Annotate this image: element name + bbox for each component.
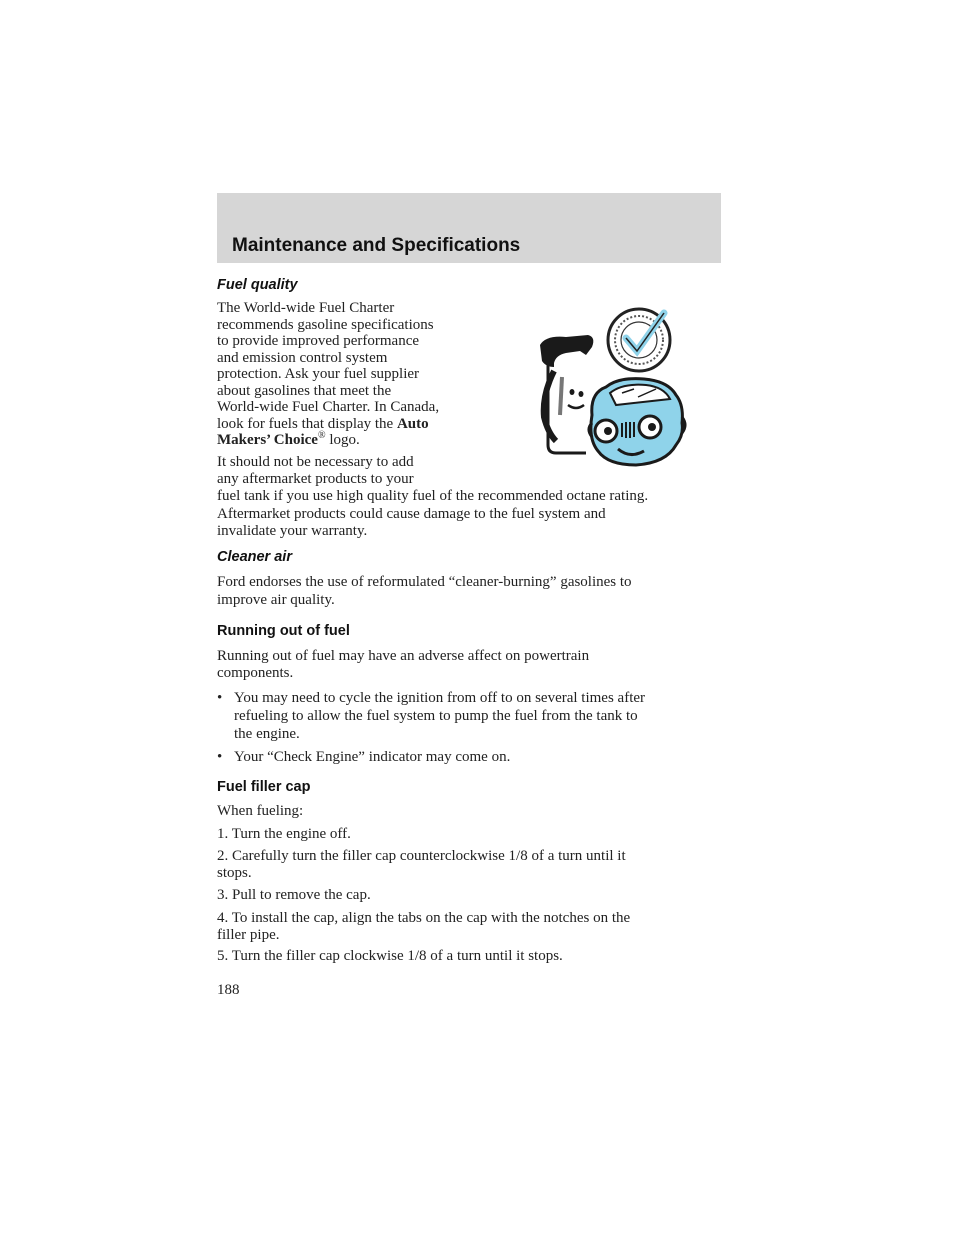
text-line: to provide improved performance (217, 333, 420, 349)
text-line: The World-wide Fuel Charter (217, 300, 395, 316)
bullet-marker: • (217, 690, 223, 706)
bullet-item (217, 749, 721, 766)
bold-text: Makers’ Choice (217, 432, 318, 448)
text-line: components. (217, 664, 294, 681)
text-line: World-wide Fuel Charter. In Canada, (217, 399, 440, 415)
filler-cap-intro: When fueling: (217, 803, 304, 819)
text-line: 2. Carefully turn the filler cap counterclockwise 1/8 of a turn until it (217, 848, 626, 864)
step-1: 1. Turn the engine off. (217, 826, 351, 842)
step-4 (217, 910, 721, 943)
heading-cleaner-air: Cleaner air (217, 549, 292, 565)
text-span: logo. (325, 432, 360, 448)
bullet-item (217, 689, 721, 743)
step-2 (217, 848, 721, 881)
text-line (217, 416, 517, 433)
text-line: protection. Ask your fuel supplier (217, 366, 420, 382)
text-line: recommends gasoline specifications (217, 316, 434, 333)
text-line: stops. (217, 864, 252, 881)
text-line: improve air quality. (217, 591, 335, 608)
text-line: about gasolines that meet the (217, 382, 392, 399)
step-5: 5. Turn the filler cap clockwise 1/8 of a turn until it stops. (217, 948, 563, 964)
text-line: the engine. (234, 726, 300, 742)
text-line: 4. To install the cap, align the tabs on the cap with the notches on the (217, 910, 631, 926)
heading-running-out-of-fuel: Running out of fuel (217, 623, 350, 639)
heading-fuel-filler-cap: Fuel filler cap (217, 779, 311, 795)
text-line: Running out of fuel may have an adverse affect on powertrain (217, 648, 590, 664)
running-out-paragraph (217, 648, 721, 681)
text-line: filler pipe. (217, 926, 280, 943)
text-line: fuel tank if you use high quality fuel of the recommended octane rating. (217, 488, 649, 504)
text-line (217, 432, 517, 449)
bullet-marker: • (217, 749, 223, 765)
fuel-pump-icon (540, 335, 593, 453)
check-badge-icon (608, 309, 670, 371)
text-line: Aftermarket products could cause damage to the fuel system and (217, 505, 606, 522)
text-line: You may need to cycle the ignition from off to on several times after (234, 690, 646, 706)
step-3: 3. Pull to remove the cap. (217, 887, 371, 903)
heading-fuel-quality: Fuel quality (217, 277, 298, 293)
bullet-text (234, 689, 721, 743)
page-number: 188 (217, 982, 240, 998)
text-line: It should not be necessary to add (217, 454, 414, 470)
cleaner-air-paragraph (217, 574, 721, 609)
car-icon (589, 379, 685, 465)
text-span: look for fuels that display the (217, 415, 397, 432)
bold-text: Auto (396, 415, 429, 432)
text-line: refueling to allow the fuel system to pump the fuel from the tank to (234, 708, 638, 724)
text-line: any aftermarket products to your (217, 470, 414, 487)
page-title: Maintenance and Specifications (232, 235, 521, 256)
text-line: invalidate your warranty. (217, 523, 368, 539)
registered-mark: ® (317, 430, 326, 441)
bullet-text: Your “Check Engine” indicator may come on. (234, 749, 511, 765)
fuel-pump-car-illustration (526, 305, 688, 470)
text-line: Ford endorses the use of reformulated “cleaner-burning” gasolines to (217, 574, 632, 590)
text-line: and emission control system (217, 349, 388, 366)
fuel-quality-paragraph-1 (217, 300, 517, 449)
